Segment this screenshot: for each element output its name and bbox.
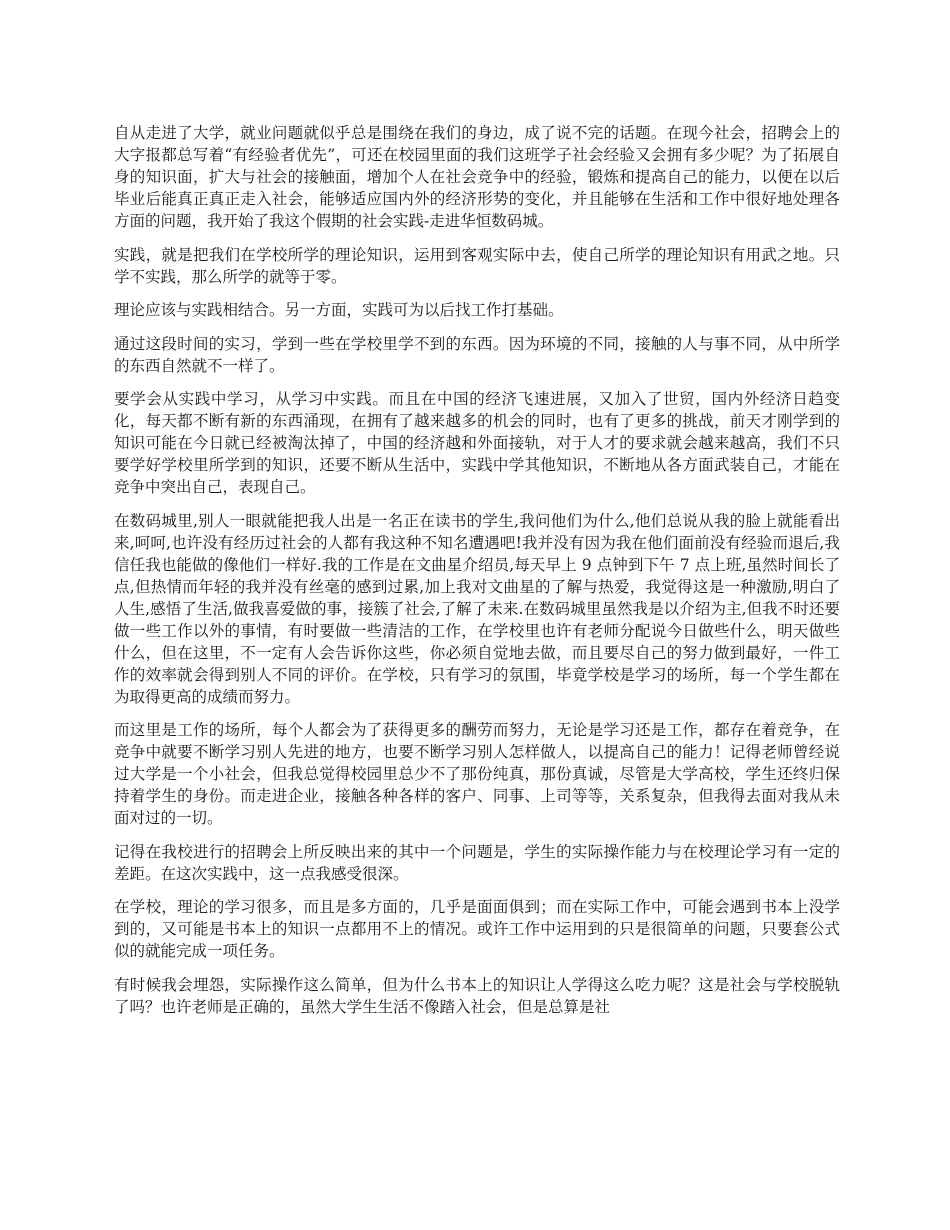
paragraph-5: 要学会从实践中学习，从学习中实践。而且在中国的经济飞速进展，又加入了世贸，国内外经济日趋变化，每天都不断有新的东西涌现，在拥有了越来越多的机会的同时，也有了更多的挑战，前天才刚学到的知识可能在今日就已经被淘汰掉了，中国的经济越和外面接轨，对于人才的要求就会越来越高，我们不只要学好学校里所学到的知识，还要不断从生活中，实践中学其他知识，不断地从各方面武装自己，才能在竞争中突出自己，表现自己。 bbox=[114, 390, 840, 496]
paragraph-6: 在数码城里,别人一眼就能把我人出是一名正在读书的学生,我问他们为什么,他们总说从我的脸上就能看出来,呵呵,也许没有经历过社会的人都有我这种不知名遭遇吧!我并没有因为我在他们面前没有经验而退后,我信任我也能做的像他们一样好.我的工作是在文曲星介绍员,每天早上 9 点钟到下午 7 点上班,虽然时间长了点,但热情而年轻的我并没有丝毫的感到过累,加上我对文曲星的了解与热爱，我觉得这是一种激励,明白了人生,感悟了生活,做我喜爱做的事，接簇了社会,了解了未来.在数码城里虽然我是以介绍为主,但我不时还要做一些工作以外的事情，有时要做一些清洁的工作，在学校里也许有老师分配说今日做些什么，明天做些什么，但在这里，不一定有人会告诉你这些，你必须自觉地去做，而且要尽自己的努力做到最好，一件工作的效率就会得到别人不同的评价。在学校，只有学习的氛围，毕竟学校是学习的场所，每一个学生都在为取得更高的成绩而努力。 bbox=[114, 511, 840, 706]
paragraph-2: 实践，就是把我们在学校所学的理论知识，运用到客观实际中去，使自己所学的理论知识有用武之地。只学不实践，那么所学的就等于零。 bbox=[114, 245, 840, 286]
paragraph-9: 在学校，理论的学习很多，而且是多方面的，几乎是面面俱到；而在实际工作中，可能会遇到书本上没学到的，又可能是书本上的知识一点都用不上的情况。或许工作中运用到的只是很简单的问题，只要套公式似的就能完成一项任务。 bbox=[114, 898, 840, 960]
paragraph-4: 通过这段时间的实习，学到一些在学校里学不到的东西。因为环境的不同，接触的人与事不同，从中所学的东西自然就不一样了。 bbox=[114, 334, 840, 375]
document-body bbox=[114, 122, 840, 1029]
paragraph-1: 自从走进了大学，就业问题就似乎总是围绕在我们的身边，成了说不完的话题。在现今社会，招聘会上的大字报都总写着“有经验者优先”，可还在校园里面的我们这班学子社会经验又会拥有多少呢？为了拓展自身的知识面，扩大与社会的接触面，增加个人在社会竞争中的经验，锻炼和提高自己的能力，以便在以后毕业后能真正真正走入社会，能够适应国内外的经济形势的变化，并且能够在生活和工作中很好地处理各方面的问题，我开始了我这个假期的社会实践-走进华恒数码城。 bbox=[114, 124, 840, 230]
paragraph-7: 而这里是工作的场所，每个人都会为了获得更多的酬劳而努力，无论是学习还是工作，都存在着竞争，在竞争中就要不断学习别人先进的地方，也要不断学习别人怎样做人，以提高自己的能力！记得老师曾经说过大学是一个小社会，但我总觉得校园里总少不了那份纯真，那份真诚，尽管是大学高校，学生还终归保持着学生的身份。而走进企业，接触各种各样的客户、同事、上司等等，关系复杂，但我得去面对我从未面对过的一切。 bbox=[114, 721, 840, 827]
paragraph-10: 有时候我会埋怨，实际操作这么简单，但为什么书本上的知识让人学得这么吃力呢？这是社会与学校脱轨了吗？也许老师是正确的，虽然大学生生活不像踏入社会，但是总算是社 bbox=[114, 975, 840, 1016]
paragraph-8: 记得在我校进行的招聘会上所反映出来的其中一个问题是，学生的实际操作能力与在校理论学习有一定的差距。在这次实践中，这一点我感受很深。 bbox=[114, 842, 840, 883]
paragraph-3: 理论应该与实践相结合。另一方面，实践可为以后找工作打基础。 bbox=[114, 301, 564, 319]
